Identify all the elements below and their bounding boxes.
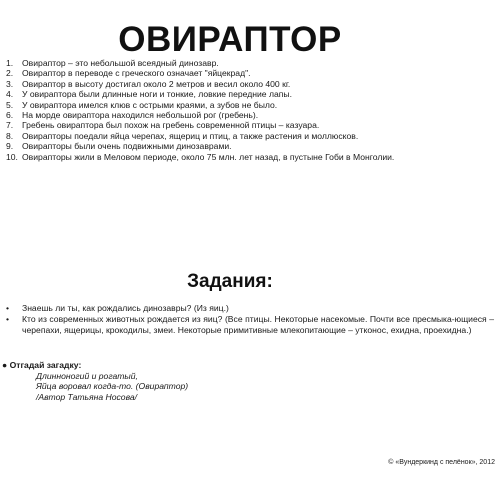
list-item (6, 110, 496, 120)
copyright-notice: © «Вундеркинд с пелёнок», 2012 (388, 459, 495, 466)
item-text: Овирапторы жили в Меловом периоде, около 75 млн. лет назад, в пустыне Гоби в Монголии. (22, 151, 395, 162)
item-number: 8. (6, 130, 14, 141)
item-text: У овираптора были длинные ноги и тонкие, ловкие передние лапы. (22, 89, 292, 100)
item-text: Овираптор в переводе с греческого означает "яйцекрад". (22, 68, 251, 79)
item-number: 6. (6, 110, 14, 121)
item-number: 3. (6, 78, 14, 89)
list-item (6, 79, 496, 89)
list-item (6, 89, 496, 99)
facts-list (6, 58, 496, 162)
item-text: Овирапторы были очень подвижными динозаврами. (22, 141, 232, 152)
item-number: 1. (6, 58, 14, 68)
riddle-author: /Автор Татьяна Носова/ (36, 391, 138, 402)
item-text: Овираптор – это небольшой всеядный динозавр. (22, 58, 219, 68)
item-number: 9. (6, 141, 14, 152)
task-item (6, 303, 494, 313)
task-text: Кто из современных животных рождается из яиц? (Все птицы. Некоторые насекомые. Почти все пресмыка-ющиеся – черепахи, ящерицы, крокодилы, змеи. Некоторые примитивные млекопитающие – утконос, ехидна, проехидна.) (22, 314, 494, 335)
item-text: У овираптора имелся клюв с острыми краями, а зубов не было. (22, 99, 278, 110)
list-item (6, 141, 496, 151)
tasks-list (6, 303, 494, 336)
list-item (6, 100, 496, 110)
list-item (6, 68, 496, 78)
item-number: 7. (6, 120, 14, 131)
riddle-line: Длинноногий и рогатый, (36, 370, 138, 381)
item-text: На морде овираптора находился небольшой рог (гребень). (22, 110, 259, 121)
item-number: 2. (6, 68, 14, 79)
task-text: Знаешь ли ты, как рождались динозавры? (Из яиц.) (22, 303, 229, 313)
list-item (6, 131, 496, 141)
item-text: Овирапторы поедали яйца черепах, ящериц и птиц, а также растения и моллюсков. (22, 130, 359, 141)
bullet-icon: • (6, 303, 10, 313)
riddle-line: Яйца воровал когда-то. (Овираптор) (36, 381, 189, 392)
task-item (6, 314, 494, 335)
page-title: ОВИРАПТОР (118, 20, 342, 59)
riddle-heading: ● Отгадай загадку: (2, 360, 82, 370)
bullet-icon: • (6, 314, 10, 325)
item-text: Гребень овираптора был похож на гребень современной птицы – казуара. (22, 120, 320, 131)
tasks-heading: Задания: (187, 271, 273, 292)
item-text: Овираптор в высоту достигал около 2 метров и весил около 400 кг. (22, 78, 291, 89)
list-item (6, 120, 496, 130)
list-item (6, 152, 496, 162)
item-number: 5. (6, 99, 14, 110)
item-number: 10. (6, 151, 18, 162)
item-number: 4. (6, 89, 14, 100)
list-item (6, 58, 496, 68)
riddle-block (2, 360, 302, 402)
